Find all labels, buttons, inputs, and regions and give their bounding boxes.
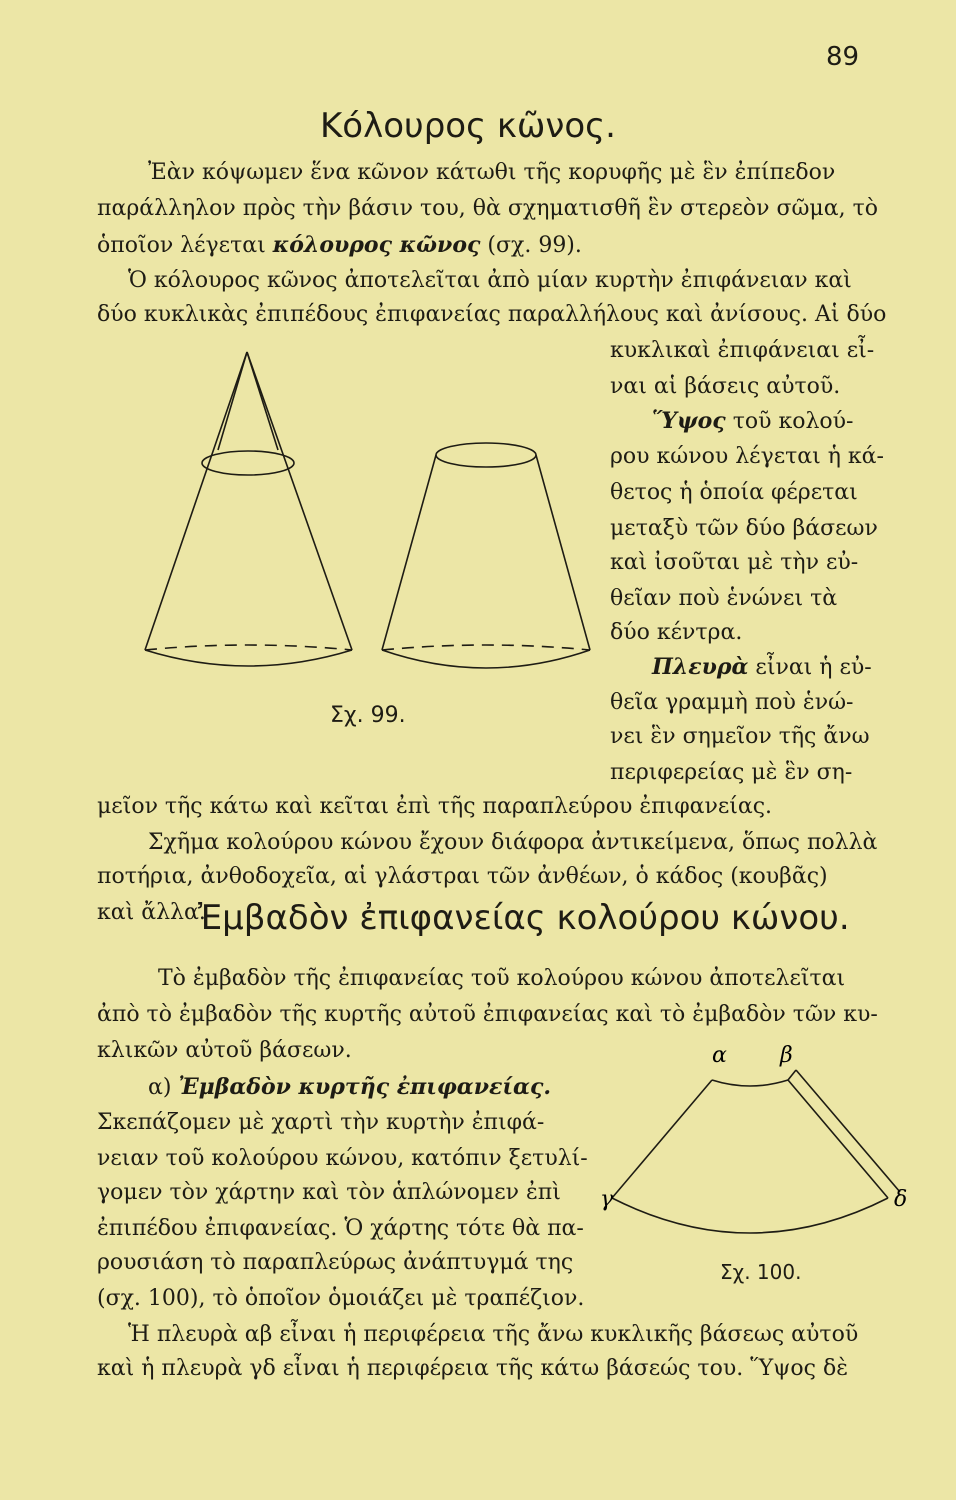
label-alpha: α bbox=[712, 1043, 727, 1068]
text-line: καὶ ἄλλα. bbox=[97, 900, 206, 925]
page-number: 89 bbox=[826, 42, 860, 72]
label-beta: β bbox=[780, 1043, 793, 1068]
bottom-base-back-dashed bbox=[382, 645, 590, 650]
text-line: Σχῆμα κολούρου κώνου ἔχουν διάφορα ἀντικείμενα, ὅπως πολλὰ bbox=[148, 830, 878, 855]
inner-arc-ab bbox=[712, 1080, 788, 1086]
top-base-ellipse bbox=[436, 443, 536, 467]
text-line: θεῖα γραμμὴ ποὺ ἑνώ- bbox=[610, 690, 854, 715]
text-span: (σχ. 99). bbox=[480, 233, 582, 258]
flap-line bbox=[796, 1070, 900, 1192]
frustum-side-left bbox=[382, 455, 436, 650]
cone-side-right bbox=[247, 352, 352, 650]
side-right bbox=[788, 1080, 888, 1198]
text-line: δύο κυκλικὰς ἐπιπέδους ἐπιφανείας παραλλήλους καὶ ἀνίσους. Αἱ δύο bbox=[97, 302, 887, 327]
text-line: ναι αἱ βάσεις αὐτοῦ. bbox=[610, 374, 841, 399]
text-line: Ἡ πλευρὰ αβ εἶναι ἡ περιφέρεια τῆς ἄνω κυκλικῆς βάσεως αὐτοῦ bbox=[128, 1322, 859, 1347]
text-span: τοῦ κολού- bbox=[725, 409, 854, 434]
cutting-plane-ellipse bbox=[202, 451, 294, 475]
base-back-dashed bbox=[145, 645, 352, 650]
label-delta: δ bbox=[894, 1187, 908, 1212]
figure-100-caption: Σχ. 100. bbox=[720, 1260, 802, 1284]
section-title-surface-area: Ἐμβαδὸν ἐπιφανείας κολούρου κώνου. bbox=[198, 898, 850, 938]
text-line: νειαν τοῦ κολούρου κώνου, κατόπιν ξετυλί- bbox=[97, 1146, 588, 1171]
text-line: ἐπιπέδου ἐπιφανείας. Ὁ χάρτης τότε θὰ πα- bbox=[97, 1216, 584, 1241]
text-line: γομεν τὸν χάρτην καὶ τὸν ἁπλώνομεν ἐπὶ bbox=[97, 1180, 561, 1205]
text-line: νει ἓν σημεῖον τῆς ἄνω bbox=[610, 724, 870, 749]
text-line: ἀπὸ τὸ ἐμβαδὸν τῆς κυρτῆς αὐτοῦ ἐπιφανείας καὶ τὸ ἐμβαδὸν τῶν κυ- bbox=[97, 1002, 878, 1027]
text-line: περιφερείας μὲ ἓν ση- bbox=[610, 760, 853, 785]
cone-side-left bbox=[145, 352, 247, 650]
term-side: Πλευρὰ bbox=[652, 654, 749, 680]
text-line: Ὁ κόλουρος κῶνος ἀποτελεῖται ἀπὸ μίαν κυρτὴν ἐπιφάνειαν καὶ bbox=[128, 268, 852, 293]
text-line: δύο κέντρα. bbox=[610, 620, 743, 645]
text-line: κυκλικαὶ ἐπιφάνειαι εἶ- bbox=[610, 338, 875, 363]
text-line bbox=[652, 404, 853, 439]
text-line bbox=[148, 1070, 551, 1105]
apex-line bbox=[218, 352, 247, 450]
text-line bbox=[652, 650, 872, 685]
text-line: Τὸ ἐμβαδὸν τῆς ἐπιφανείας τοῦ κολούρου κώνου ἀποτελεῖται bbox=[158, 966, 846, 991]
text-line: ρουσιάση τὸ παραπλεύρως ἀνάπτυγμά της bbox=[97, 1250, 574, 1275]
text-line: παράλληλον πρὸς τὴν βάσιν του, θὰ σχηματισθῆ ἓν στερεὸν σῶμα, τὸ bbox=[97, 196, 878, 221]
text-line: Ἐὰν κόψωμεν ἕνα κῶνον κάτωθι τῆς κορυφῆς μὲ ἓν ἐπίπεδον bbox=[148, 160, 836, 185]
text-line: θεῖαν ποὺ ἑνώνει τὰ bbox=[610, 586, 838, 611]
side-left bbox=[612, 1080, 712, 1198]
text-span: ὁποῖον λέγεται bbox=[97, 233, 273, 258]
term-height: Ὕψος bbox=[652, 408, 726, 434]
text-line: ποτήρια, ἀνθοδοχεῖα, αἱ γλάστραι τῶν ἀνθέων, ὁ κάδος (κουβᾶς) bbox=[97, 864, 828, 889]
section-title-frustum: Κόλουρος κῶνος. bbox=[320, 106, 616, 146]
bottom-base-front-arc bbox=[382, 650, 590, 668]
term-frustum: κόλουρος κῶνος bbox=[272, 232, 481, 258]
text-line: ρου κώνου λέγεται ἡ κά- bbox=[610, 444, 884, 469]
text-line: κλικῶν αὐτοῦ βάσεων. bbox=[97, 1038, 352, 1063]
figure-99-caption: Σχ. 99. bbox=[330, 703, 406, 728]
outer-arc-gd bbox=[612, 1198, 888, 1233]
frustum-side-right bbox=[536, 455, 590, 650]
figure-99-cones bbox=[130, 340, 610, 700]
text-span: α) bbox=[148, 1075, 179, 1100]
text-line: θετος ἡ ὁποία φέρεται bbox=[610, 480, 858, 505]
flap-top bbox=[788, 1070, 796, 1080]
term-curved-surface-area: Ἐμβαδὸν κυρτῆς ἐπιφανείας. bbox=[178, 1074, 551, 1100]
base-front-arc bbox=[145, 650, 352, 666]
text-line: μεῖον τῆς κάτω καὶ κεῖται ἐπὶ τῆς παραπλεύρου ἐπιφανείας. bbox=[97, 794, 773, 819]
text-line: καὶ ἰσοῦται μὲ τὴν εὐ- bbox=[610, 550, 859, 575]
text-line: μεταξὺ τῶν δύο βάσεων bbox=[610, 516, 878, 541]
figure-100-development bbox=[600, 1040, 910, 1280]
text-line: Σκεπάζομεν μὲ χαρτὶ τὴν κυρτὴν ἐπιφά- bbox=[97, 1110, 545, 1135]
apex-line bbox=[247, 352, 278, 450]
text-line: (σχ. 100), τὸ ὁποῖον ὁμοιάζει μὲ τραπέζιον. bbox=[97, 1286, 585, 1311]
text-line: καὶ ἡ πλευρὰ γδ εἶναι ἡ περιφέρεια τῆς κάτω βάσεώς του. Ὕψος δὲ bbox=[97, 1356, 849, 1381]
text-span: εἶναι ἡ εὐ- bbox=[748, 655, 872, 680]
label-gamma: γ bbox=[600, 1187, 614, 1212]
text-line bbox=[97, 228, 582, 263]
